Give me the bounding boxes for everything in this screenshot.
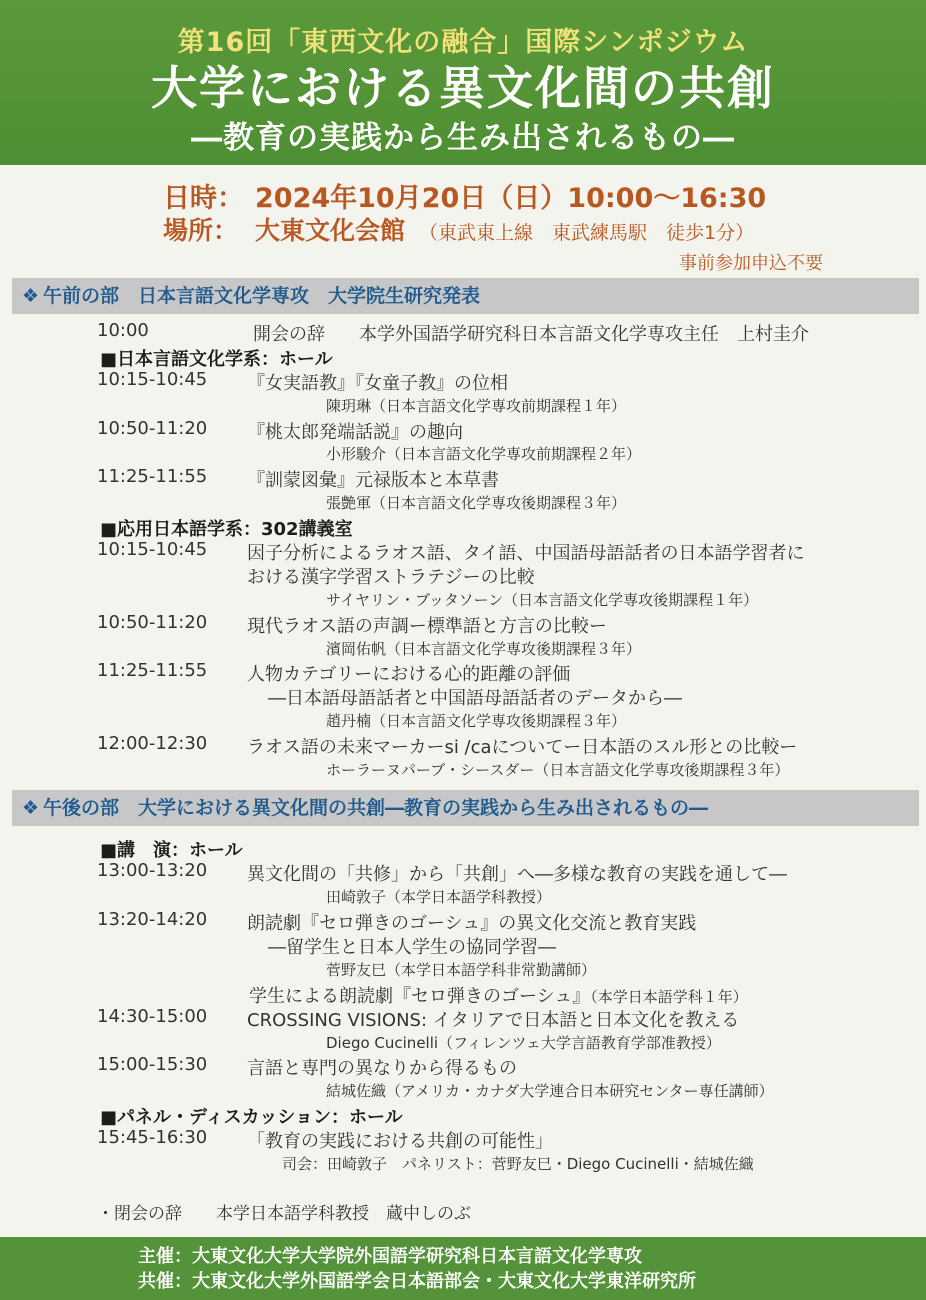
session-time: 13:00-13:20 [97,860,208,881]
student-reading-label: 学生による朗読劇『セロ弾きのゴーシュ』 [249,986,591,1007]
session-title: 言語と専門の異なりから得るもの [247,1058,517,1079]
footer-banner [0,1237,926,1300]
session-presenter: サイヤリン・ブッタソーン（日本言語文化学専攻後期課程１年） [326,591,759,609]
symposium-subtitle: 第16回「東西文化の融合」国際シンポジウム [177,27,749,58]
closing-remarks: ・閉会の辞 本学日本語学科教授 蔵中しのぶ [97,1204,471,1224]
date-value: 2024年10月20日（日）10:00〜16:30 [255,183,767,214]
session-time: 11:25-11:55 [97,660,208,681]
session-presenter: 濱岡佑帆（日本言語文化学専攻後期課程３年） [326,640,642,658]
session-time: 10:15-10:45 [97,369,208,390]
session-title: 現代ラオス語の声調ー標準語と方言の比較ー [247,616,607,637]
session-time: 12:00-12:30 [97,733,208,754]
student-reading-note: （本学日本語学科１年） [590,988,748,1006]
registration-notice: 事前参加申込不要 [679,253,823,274]
session-title: 因子分析によるラオス語、タイ語、中国語母語話者の日本語学習者に [247,543,805,564]
session-presenter: 陳玥琳（日本言語文化学専攻前期課程１年） [326,397,627,415]
symposium-title: 大学における異文化間の共創 [151,61,775,115]
morning-section-header [12,278,919,314]
session-time: 10:50-11:20 [97,418,208,439]
session-subtitle: ―日本語母語話者と中国語母語話者のデータから― [268,688,682,709]
opening-person: 本学外国語学研究科日本言語文化学専攻主任 上村圭介 [359,324,809,345]
diamond-bullet-icon: ❖ [22,285,40,307]
diamond-bullet-icon: ❖ [22,797,40,819]
session-title: 「教育の実践における共創の可能性」 [247,1131,553,1152]
category-lecture: ■講 演：ホール [100,840,243,861]
session-presenter: 菅野友巳（本学日本語学科非常勤講師） [326,961,597,979]
afternoon-section-title: 午後の部 大学における異文化間の共創―教育の実践から生み出されるもの― [43,797,709,819]
session-subtitle: ―留学生と日本人学生の協同学習― [268,937,556,958]
session-title: CROSSING VISIONS: イタリアで日本語と日本文化を教える [247,1010,740,1031]
session-presenter: Diego Cucinelli（フィレンツェ大学言語教育学部准教授） [326,1034,721,1052]
session-title: ラオス語の未来マーカーsi /caについてー日本語のスル形との比較ー [247,737,798,758]
session-title: 人物カテゴリーにおける心的距離の評価 [247,664,571,685]
session-presenter: ホーラーヌパーブ・シースダー（日本言語文化学専攻後期課程３年） [326,761,790,779]
opening-title: 開会の辞 [253,324,325,345]
session-title: 『訓蒙図彙』元禄版本と本草書 [247,470,499,491]
session-presenter: 田崎敦子（本学日本語学科教授） [326,888,552,906]
event-date [163,176,766,215]
session-time: 10:15-10:45 [97,539,208,560]
session-title: 『桃太郎発端話説』の趣向 [247,422,463,443]
student-reading-title [249,982,748,1008]
event-place [163,211,754,247]
cosponsor-line: 共催：大東文化大学外国語学会日本語部会・大東文化大学東洋研究所 [138,1271,696,1292]
morning-section-title: 午前の部 日本言語文化学専攻 大学院生研究発表 [43,285,481,307]
session-time: 15:45-16:30 [97,1127,208,1148]
session-time: 10:50-11:20 [97,612,208,633]
place-label: 場所： [163,216,239,245]
session-time: 15:00-15:30 [97,1054,208,1075]
place-note: （東武東上線 東武練馬駅 徒歩1分） [419,222,755,244]
session-presenter: 趙丹楠（日本言語文化学専攻後期課程３年） [326,712,627,730]
place-value: 大東文化会館 [255,216,406,245]
session-presenter: 張艶軍（日本言語文化学専攻後期課程３年） [326,494,627,512]
session-title: 『女実語教』『女童子教』の位相 [247,373,508,394]
session-time: 13:20-14:20 [97,909,208,930]
session-time: 14:30-15:00 [97,1006,208,1027]
category-japanese-culture: ■日本言語文化学系：ホール [100,349,333,370]
organizer-line: 主催：大東文化大学大学院外国語学研究科日本言語文化学専攻 [138,1246,642,1267]
category-panel-discussion: ■パネル・ディスカッション：ホール [100,1107,403,1128]
session-presenter: 小形駿介（日本言語文化学専攻前期課程２年） [326,445,642,463]
session-presenter: 結城佐織（アメリカ・カナダ大学連合日本研究センター専任講師） [326,1082,774,1100]
opening-time: 10:00 [97,320,149,341]
session-title: 朗読劇『セロ弾きのゴーシュ』の異文化交流と教育実践 [247,913,697,934]
session-title-cont: おける漢字学習ストラテジーの比較 [247,567,535,588]
session-title: 異文化間の「共修」から「共創」へ―多様な教育の実践を通して― [247,864,787,885]
session-time: 11:25-11:55 [97,466,208,487]
symposium-tagline: ―教育の実践から生み出されるもの― [191,120,735,156]
afternoon-section-header [12,790,919,826]
header-banner [0,0,926,165]
date-label: 日時： [163,183,244,214]
panel-members: 司会：田崎敦子 パネリスト：菅野友巳・Diego Cucinelli・結城佐織 [282,1155,754,1173]
category-applied-japanese: ■応用日本語学系：302講義室 [100,519,353,540]
